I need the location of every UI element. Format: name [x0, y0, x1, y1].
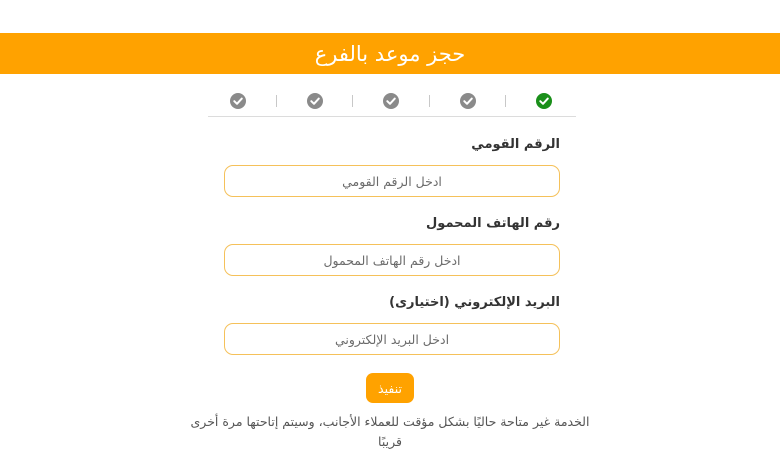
step-1-check-icon — [536, 93, 552, 109]
step-divider — [429, 95, 430, 107]
national-id-group — [224, 135, 560, 197]
booking-form — [224, 130, 560, 372]
header-bar — [0, 33, 780, 74]
submit-button[interactable]: تنفيذ — [366, 373, 414, 403]
page-title: حجز موعد بالفرع — [314, 41, 466, 66]
step-divider — [505, 95, 506, 107]
submit-wrap — [0, 373, 780, 403]
step-5-check-icon — [230, 93, 246, 109]
email-label: البريد الإلكتروني (اختيارى) — [389, 295, 560, 310]
email-group — [224, 293, 560, 355]
mobile-group — [224, 214, 560, 276]
national-id-label: الرقم القومي — [471, 137, 560, 152]
step-4-check-icon — [307, 93, 323, 109]
step-2-check-icon — [460, 93, 476, 109]
step-divider — [276, 95, 277, 107]
mobile-input[interactable] — [224, 244, 560, 276]
step-divider — [352, 95, 353, 107]
email-input[interactable] — [224, 323, 560, 355]
national-id-input[interactable] — [224, 165, 560, 197]
service-notice: الخدمة غير متاحة حاليًا بشكل مؤقت للعملاء الأجانب، وسيتم إتاحتها مرة أخرى قريبًا — [190, 414, 590, 449]
mobile-label: رقم الهاتف المحمول — [426, 216, 560, 231]
step-3-check-icon — [383, 93, 399, 109]
progress-steps — [208, 89, 576, 117]
